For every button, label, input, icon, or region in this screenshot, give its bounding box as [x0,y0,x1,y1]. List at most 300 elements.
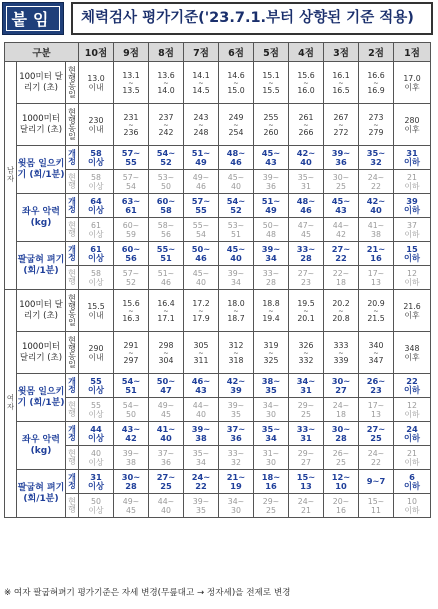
standard-status-text: 개정 [67,376,77,393]
score-cell [79,62,114,104]
score-cell-text: 31 [406,147,418,158]
score-cell-text: 51 [231,229,241,239]
score-cell-text: 25 [301,409,311,419]
score-cell-text: 290 [88,343,104,353]
score-cell-text: 38~ [261,375,281,386]
score-cell-text: 39 [230,384,242,395]
score-cell-text: 35 [231,409,241,419]
score-cell-text: 37 [407,220,417,230]
score-cell-text: 44 [90,423,102,434]
score-cell-text: 50 [126,409,136,419]
score-cell-text: 34 [231,277,241,287]
score-cell-text: 50 [91,496,101,506]
score-cell [114,446,149,470]
score-cell-text: 12 [407,268,417,278]
score-cell-text: 이상 [87,480,105,491]
score-cell-text: ~ [303,306,309,315]
score-cell [359,146,394,170]
score-cell-text: 305 [193,340,209,350]
score-cell [219,242,254,266]
score-cell-text: 14.1 [192,70,210,80]
score-cell [219,374,254,398]
table-row [5,332,431,374]
score-cell [359,422,394,446]
page-title: 체력검사 평가기준('23.7.1.부터 상향된 기준 적용) [71,2,433,35]
score-cell-text: 이후 [404,352,420,362]
table-row [5,266,431,290]
table-row [5,290,431,332]
score-cell [184,170,219,194]
score-cell-text: 이상 [88,409,104,419]
score-cell-text: 12 [407,400,417,410]
score-cell-text: 21.6 [403,301,421,311]
score-cell-text: 22~ [332,268,350,278]
score-cell [149,104,184,146]
score-cell-text: 19 [230,480,242,491]
score-cell [324,494,359,518]
score-cell-text: 30~ [121,471,141,482]
score-cell-text: 31 [301,181,311,191]
score-cell [219,194,254,218]
score-cell [184,266,219,290]
score-cell-text: 272 [333,127,349,137]
score-cell [254,290,289,332]
standard-status-text: 개정 [67,424,77,441]
score-cell [324,242,359,266]
score-cell-text: 280 [404,115,420,125]
standard-status-text: 현행 [67,172,77,189]
score-cell-text: 29~ [297,400,315,410]
score-cell-text: ~ [233,120,239,129]
score-cell-text: 35 [265,384,277,395]
score-cell [324,194,359,218]
score-cell [254,494,289,518]
score-cell-text: 60~ [121,243,141,254]
header-score-5점: 5점 [254,43,289,62]
score-cell [114,332,149,374]
score-cell-text: 60~ [156,195,176,206]
standard-status-text: 개정 [67,148,77,165]
score-cell-text: 61 [125,204,137,215]
score-cell [184,470,219,494]
standard-status-text: 현행 [67,496,77,513]
score-cell-text: 42 [125,432,137,443]
score-cell-text: 52 [230,204,242,215]
score-cell-text: 32 [231,457,241,467]
score-cell-text: 44~ [192,400,210,410]
score-cell-text: 21 [407,448,417,458]
score-cell [254,194,289,218]
score-cell-text: 17.9 [192,313,210,323]
score-cell-text: 49~ [122,496,140,506]
table-row [5,194,431,218]
score-cell [219,422,254,446]
table-row [5,494,431,518]
score-cell-text: 이후 [404,310,420,320]
score-cell-text: 58 [91,268,101,278]
score-cell [149,146,184,170]
score-cell-text: 33~ [296,243,316,254]
score-cell [324,446,359,470]
score-cell [254,374,289,398]
score-cell-text: 10 [407,496,417,506]
score-cell [149,170,184,194]
standard-status-label [66,266,79,290]
score-cell [219,470,254,494]
score-cell-text: 38 [195,432,207,443]
score-cell-text: 이상 [87,156,105,167]
header-score-6점: 6점 [219,43,254,62]
score-cell [79,170,114,194]
score-cell [149,422,184,446]
score-cell [184,422,219,446]
score-cell-text: 18.0 [227,298,245,308]
score-cell [184,146,219,170]
score-cell [219,62,254,104]
score-cell-text: 이상 [88,181,104,191]
score-cell [359,194,394,218]
score-cell-text: 이하 [403,480,421,491]
score-cell [114,146,149,170]
score-cell-text: 47~ [297,220,315,230]
score-cell-text: 31 [300,432,312,443]
score-cell [79,332,114,374]
score-cell-text: 51 [160,252,172,263]
score-cell [184,374,219,398]
score-cell-text: 49~ [157,400,175,410]
score-cell-text: 이상 [88,277,104,287]
score-cell-text: ~ [163,120,169,129]
score-cell [219,494,254,518]
score-cell [219,290,254,332]
header-score-3점: 3점 [324,43,359,62]
score-cell [394,104,431,146]
document-header [2,2,435,36]
score-cell [114,266,149,290]
score-cell-text: 55 [195,204,207,215]
score-cell [114,422,149,446]
score-cell-text: 이내 [88,82,104,92]
score-cell-text: 24~ [367,448,385,458]
score-cell-text: 16.5 [332,85,350,95]
score-cell-text: 236 [123,127,139,137]
score-cell [359,494,394,518]
score-cell-text: 333 [333,340,349,350]
score-cell-text: 34~ [262,400,280,410]
table-row [5,170,431,194]
score-cell-text: 44~ [157,496,175,506]
standard-status-label [66,62,79,104]
score-cell-text: ~ [233,78,239,87]
score-cell-text: 39~ [191,423,211,434]
standard-status-text: 현행 [67,448,77,465]
score-cell-text: 16.1 [332,70,350,80]
score-cell [289,374,324,398]
score-cell [254,332,289,374]
score-cell [79,104,114,146]
score-cell-text: 47 [160,384,172,395]
score-cell-text: 57~ [122,172,140,182]
score-cell-text: 18 [336,277,346,287]
score-cell-text: 57~ [122,268,140,278]
standard-status-text: 개정 [67,472,77,489]
score-cell [114,470,149,494]
score-cell-text: 56 [125,252,137,263]
score-cell-text: 57~ [191,195,211,206]
score-cell-text: 43 [195,384,207,395]
header-score-8점: 8점 [149,43,184,62]
standard-status-label [66,146,79,170]
score-cell-text: ~ [128,306,134,315]
score-cell [324,374,359,398]
score-cell [289,290,324,332]
score-cell-text: 297 [123,355,139,365]
score-cell-text: 34~ [296,375,316,386]
score-cell [79,266,114,290]
score-cell-text: 21 [407,172,417,182]
score-cell-text: 242 [158,127,174,137]
score-cell-text: 39~ [227,268,245,278]
score-cell-text: 이하 [404,229,420,239]
score-cell [289,104,324,146]
score-cell-text: 46~ [191,375,211,386]
score-cell [149,194,184,218]
score-cell-text: 17~ [367,400,385,410]
gender-group-text: 남자 [6,166,15,183]
score-cell-text: 11 [371,505,381,515]
header-score-2점: 2점 [359,43,394,62]
score-cell-text: 45 [301,229,311,239]
gender-group-label [5,290,17,518]
score-cell [254,470,289,494]
table-row [5,104,431,146]
score-cell-text: 54 [126,181,136,191]
score-cell-text: 36 [161,457,171,467]
score-cell-text: 332 [298,355,314,365]
score-cell [184,242,219,266]
score-cell-text: 243 [193,112,209,122]
score-cell [219,446,254,470]
score-cell-text: 33~ [262,268,280,278]
header-category: 구분 [5,43,79,62]
score-cell [394,170,431,194]
score-cell [79,218,114,242]
score-cell-text: 41~ [156,423,176,434]
gender-group-label [5,62,17,290]
score-cell-text: 13.1 [122,70,140,80]
score-cell-text: 48~ [226,147,246,158]
score-cell [324,104,359,146]
score-cell-text: 35~ [366,147,386,158]
score-cell [289,422,324,446]
score-cell-text: 이하 [403,432,421,443]
score-cell-text: ~ [338,348,344,357]
test-item-name: 1000미터 달리기 (초) [17,332,66,374]
score-cell-text: 31 [300,384,312,395]
score-cell-text: 260 [263,127,279,137]
score-cell-text: 30 [231,505,241,515]
score-cell-text: 26~ [332,448,350,458]
score-cell-text: 50~ [262,220,280,230]
score-cell-text: 40 [196,409,206,419]
test-item-name: 100미터 달리기 (초) [17,62,66,104]
table-header-row [5,43,431,62]
score-cell-text: 6 [409,471,415,482]
score-cell [394,146,431,170]
standard-status-label [66,494,79,518]
score-cell-text: 28 [300,252,312,263]
score-cell [254,218,289,242]
score-cell-text: 27 [335,384,347,395]
score-cell-text: ~ [338,78,344,87]
score-cell-text: 45~ [192,268,210,278]
score-cell-text: 18.8 [262,298,280,308]
score-cell-text: 17~ [367,268,385,278]
score-cell [394,446,431,470]
score-cell-text: 23 [301,277,311,287]
score-cell [79,446,114,470]
score-cell [79,290,114,332]
table-row [5,446,431,470]
score-cell-text: 22 [371,181,381,191]
score-cell-text: ~ [303,78,309,87]
score-cell-text: 16.6 [367,70,385,80]
score-cell-text: ~ [268,78,274,87]
score-cell-text: 231 [123,112,139,122]
score-cell-text: 16.3 [122,313,140,323]
header-score-10점: 10점 [79,43,114,62]
score-cell [289,470,324,494]
score-cell-text: 35~ [192,448,210,458]
score-cell [79,194,114,218]
table-row [5,242,431,266]
score-cell-text: 348 [404,343,420,353]
score-cell-text: 55~ [156,243,176,254]
score-cell-text: 13 [371,409,381,419]
score-cell [394,242,431,266]
score-cell [289,218,324,242]
score-cell-text: 51~ [261,195,281,206]
score-cell-text: 55 [91,400,101,410]
score-cell [114,494,149,518]
score-cell-text: 이후 [404,124,420,134]
evaluation-criteria-table [4,42,431,518]
score-cell-text: 15.6 [297,70,315,80]
score-cell-text: 54~ [121,375,141,386]
test-item-name: 팔굽혀 펴기 (회/1분) [17,470,66,518]
header-score-9점: 9점 [114,43,149,62]
score-cell [359,266,394,290]
score-cell-text: 43 [265,156,277,167]
score-cell-text: 이상 [87,204,105,215]
score-cell [359,398,394,422]
standard-status-label [66,290,79,332]
score-cell [324,332,359,374]
score-cell-text: 52 [160,156,172,167]
score-cell-text: 22 [335,252,347,263]
score-cell-text: 63~ [121,195,141,206]
score-cell-text: 248 [193,127,209,137]
score-cell [184,398,219,422]
score-cell [359,104,394,146]
score-cell-text: 56 [161,229,171,239]
attachment-badge [2,2,64,35]
score-cell-text: 이내 [88,310,104,320]
score-cell-text: 21~ [226,471,246,482]
score-cell-text: 40 [230,252,242,263]
score-cell [254,242,289,266]
score-cell [289,332,324,374]
score-cell [184,218,219,242]
test-item-name: 윗몸 일으키기 (회/1분) [17,374,66,422]
score-cell-text: 14.6 [227,70,245,80]
score-cell-text: 15~ [296,471,316,482]
score-cell-text: 40 [196,277,206,287]
score-cell-text: 48~ [296,195,316,206]
score-cell-text: 45~ [261,147,281,158]
score-cell [79,470,114,494]
score-cell-text: 이하 [403,384,421,395]
standard-status-text: 개정 [67,196,77,213]
score-cell [149,446,184,470]
score-cell-text: 30 [266,409,276,419]
footnote: ※ 여자 팔굽혀펴기 평가기준은 자세 변경(무릎대고 → 정자세)을 전제로 변경 [4,588,291,598]
score-cell-text: ~ [373,348,379,357]
table-row [5,422,431,446]
score-cell-text: 13.0 [87,73,105,83]
score-cell-text: 27~ [156,471,176,482]
score-cell-text: 20.2 [332,298,350,308]
score-cell-text: 18 [336,409,346,419]
score-cell [149,398,184,422]
score-cell [184,104,219,146]
score-cell-text: 325 [263,355,279,365]
score-cell [254,398,289,422]
score-cell [149,494,184,518]
score-cell [324,470,359,494]
score-cell [149,218,184,242]
score-cell [359,242,394,266]
score-cell-text: 이하 [403,252,421,263]
score-cell [394,194,431,218]
score-cell [184,494,219,518]
score-cell [219,398,254,422]
score-cell [359,62,394,104]
header-score-7점: 7점 [184,43,219,62]
score-cell [324,422,359,446]
score-cell-text: 267 [333,112,349,122]
score-cell-text: 55~ [192,220,210,230]
score-cell-text: 28 [266,277,276,287]
score-cell-text: 16 [370,252,382,263]
standard-status-text: 현행동일 [67,65,77,98]
score-cell-text: 25 [266,505,276,515]
score-cell-text: ~ [268,306,274,315]
score-cell [114,104,149,146]
score-cell-text: 22 [406,375,418,386]
score-cell-text: ~ [338,306,344,315]
score-cell-text: 9~7 [366,476,386,486]
score-cell-text: 34~ [227,496,245,506]
score-cell [254,104,289,146]
score-cell-text: 279 [368,127,384,137]
score-cell-text: 30~ [332,172,350,182]
score-cell [394,218,431,242]
score-cell-text: 291 [123,340,139,350]
score-cell-text: 46 [161,277,171,287]
score-cell-text: 58 [91,172,101,182]
score-cell-text: ~ [163,348,169,357]
